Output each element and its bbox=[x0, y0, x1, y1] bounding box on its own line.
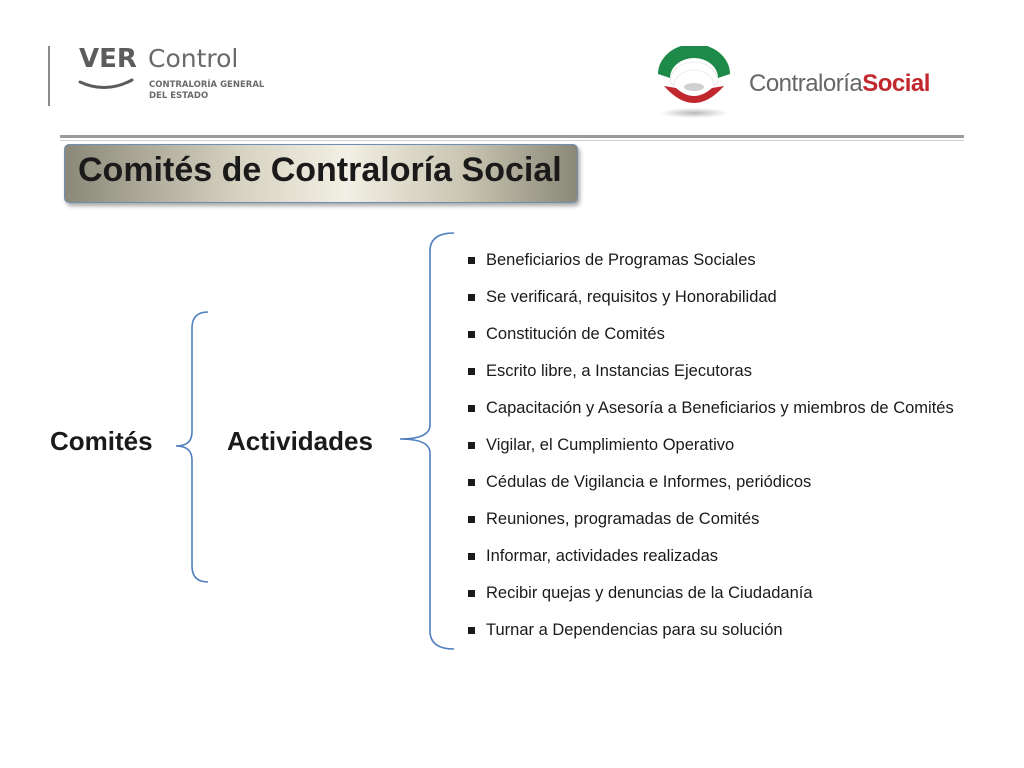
logo-subtitle-line2: DEL ESTADO bbox=[149, 91, 209, 101]
slide-title: Comités de Contraloría Social bbox=[78, 151, 562, 189]
list-item bbox=[468, 546, 954, 583]
bullet-square-icon bbox=[468, 479, 475, 486]
list-item bbox=[468, 620, 954, 657]
ver-logo-text: VER bbox=[79, 44, 137, 74]
curly-brace-icon bbox=[170, 308, 214, 588]
list-item bbox=[468, 509, 954, 546]
activity-text: Constitución de Comités bbox=[486, 325, 665, 343]
list-item bbox=[468, 361, 954, 398]
logo-subtitle-line1: CONTRALORÍA GENERAL bbox=[149, 80, 265, 90]
activities-list bbox=[468, 250, 954, 657]
activity-text: Se verificará, requisitos y Honorabilidad bbox=[486, 288, 777, 306]
activity-text: Recibir quejas y denuncias de la Ciudadanía bbox=[486, 584, 813, 602]
bullet-square-icon bbox=[468, 553, 475, 560]
bullet-square-icon bbox=[468, 257, 475, 264]
list-item bbox=[468, 287, 954, 324]
list-item bbox=[468, 250, 954, 287]
bullet-square-icon bbox=[468, 442, 475, 449]
logo-divider bbox=[48, 46, 50, 106]
activity-text: Beneficiarios de Programas Sociales bbox=[486, 251, 756, 269]
bullet-square-icon bbox=[468, 368, 475, 375]
activity-text: Informar, actividades realizadas bbox=[486, 547, 719, 565]
bullet-square-icon bbox=[468, 331, 475, 338]
activity-text: Reuniones, programadas de Comités bbox=[486, 510, 760, 528]
activity-text: Turnar a Dependencias para su solución bbox=[486, 621, 783, 639]
contraloria-social-emblem-icon bbox=[654, 46, 734, 120]
logo-word-social: Social bbox=[862, 70, 930, 97]
activity-text: Capacitación y Asesoría a Beneficiarios y miembros de Comités bbox=[486, 399, 954, 417]
control-logo-text: Control bbox=[148, 44, 239, 73]
bullet-square-icon bbox=[468, 294, 475, 301]
ver-swoosh-icon bbox=[78, 76, 136, 92]
contraloria-social-logo-text bbox=[749, 70, 930, 98]
activity-text: Cédulas de Vigilancia e Informes, periódicos bbox=[486, 473, 812, 491]
logo-subtitle bbox=[149, 80, 264, 102]
header-separator bbox=[60, 135, 964, 138]
list-item bbox=[468, 583, 954, 620]
header-separator-thin bbox=[60, 140, 964, 141]
list-item bbox=[468, 324, 954, 361]
bullet-square-icon bbox=[468, 627, 475, 634]
curly-brace-icon bbox=[394, 229, 460, 655]
list-item bbox=[468, 472, 954, 509]
list-item bbox=[468, 435, 954, 472]
list-item bbox=[468, 398, 954, 435]
bullet-square-icon bbox=[468, 590, 475, 597]
logo-word-contraloria: Contraloría bbox=[749, 70, 863, 97]
bullet-square-icon bbox=[468, 405, 475, 412]
comites-label: Comités bbox=[50, 426, 153, 456]
actividades-label: Actividades bbox=[227, 426, 373, 456]
activity-text: Escrito libre, a Instancias Ejecutoras bbox=[486, 362, 752, 380]
activity-text: Vigilar, el Cumplimiento Operativo bbox=[486, 436, 735, 454]
bullet-square-icon bbox=[468, 516, 475, 523]
